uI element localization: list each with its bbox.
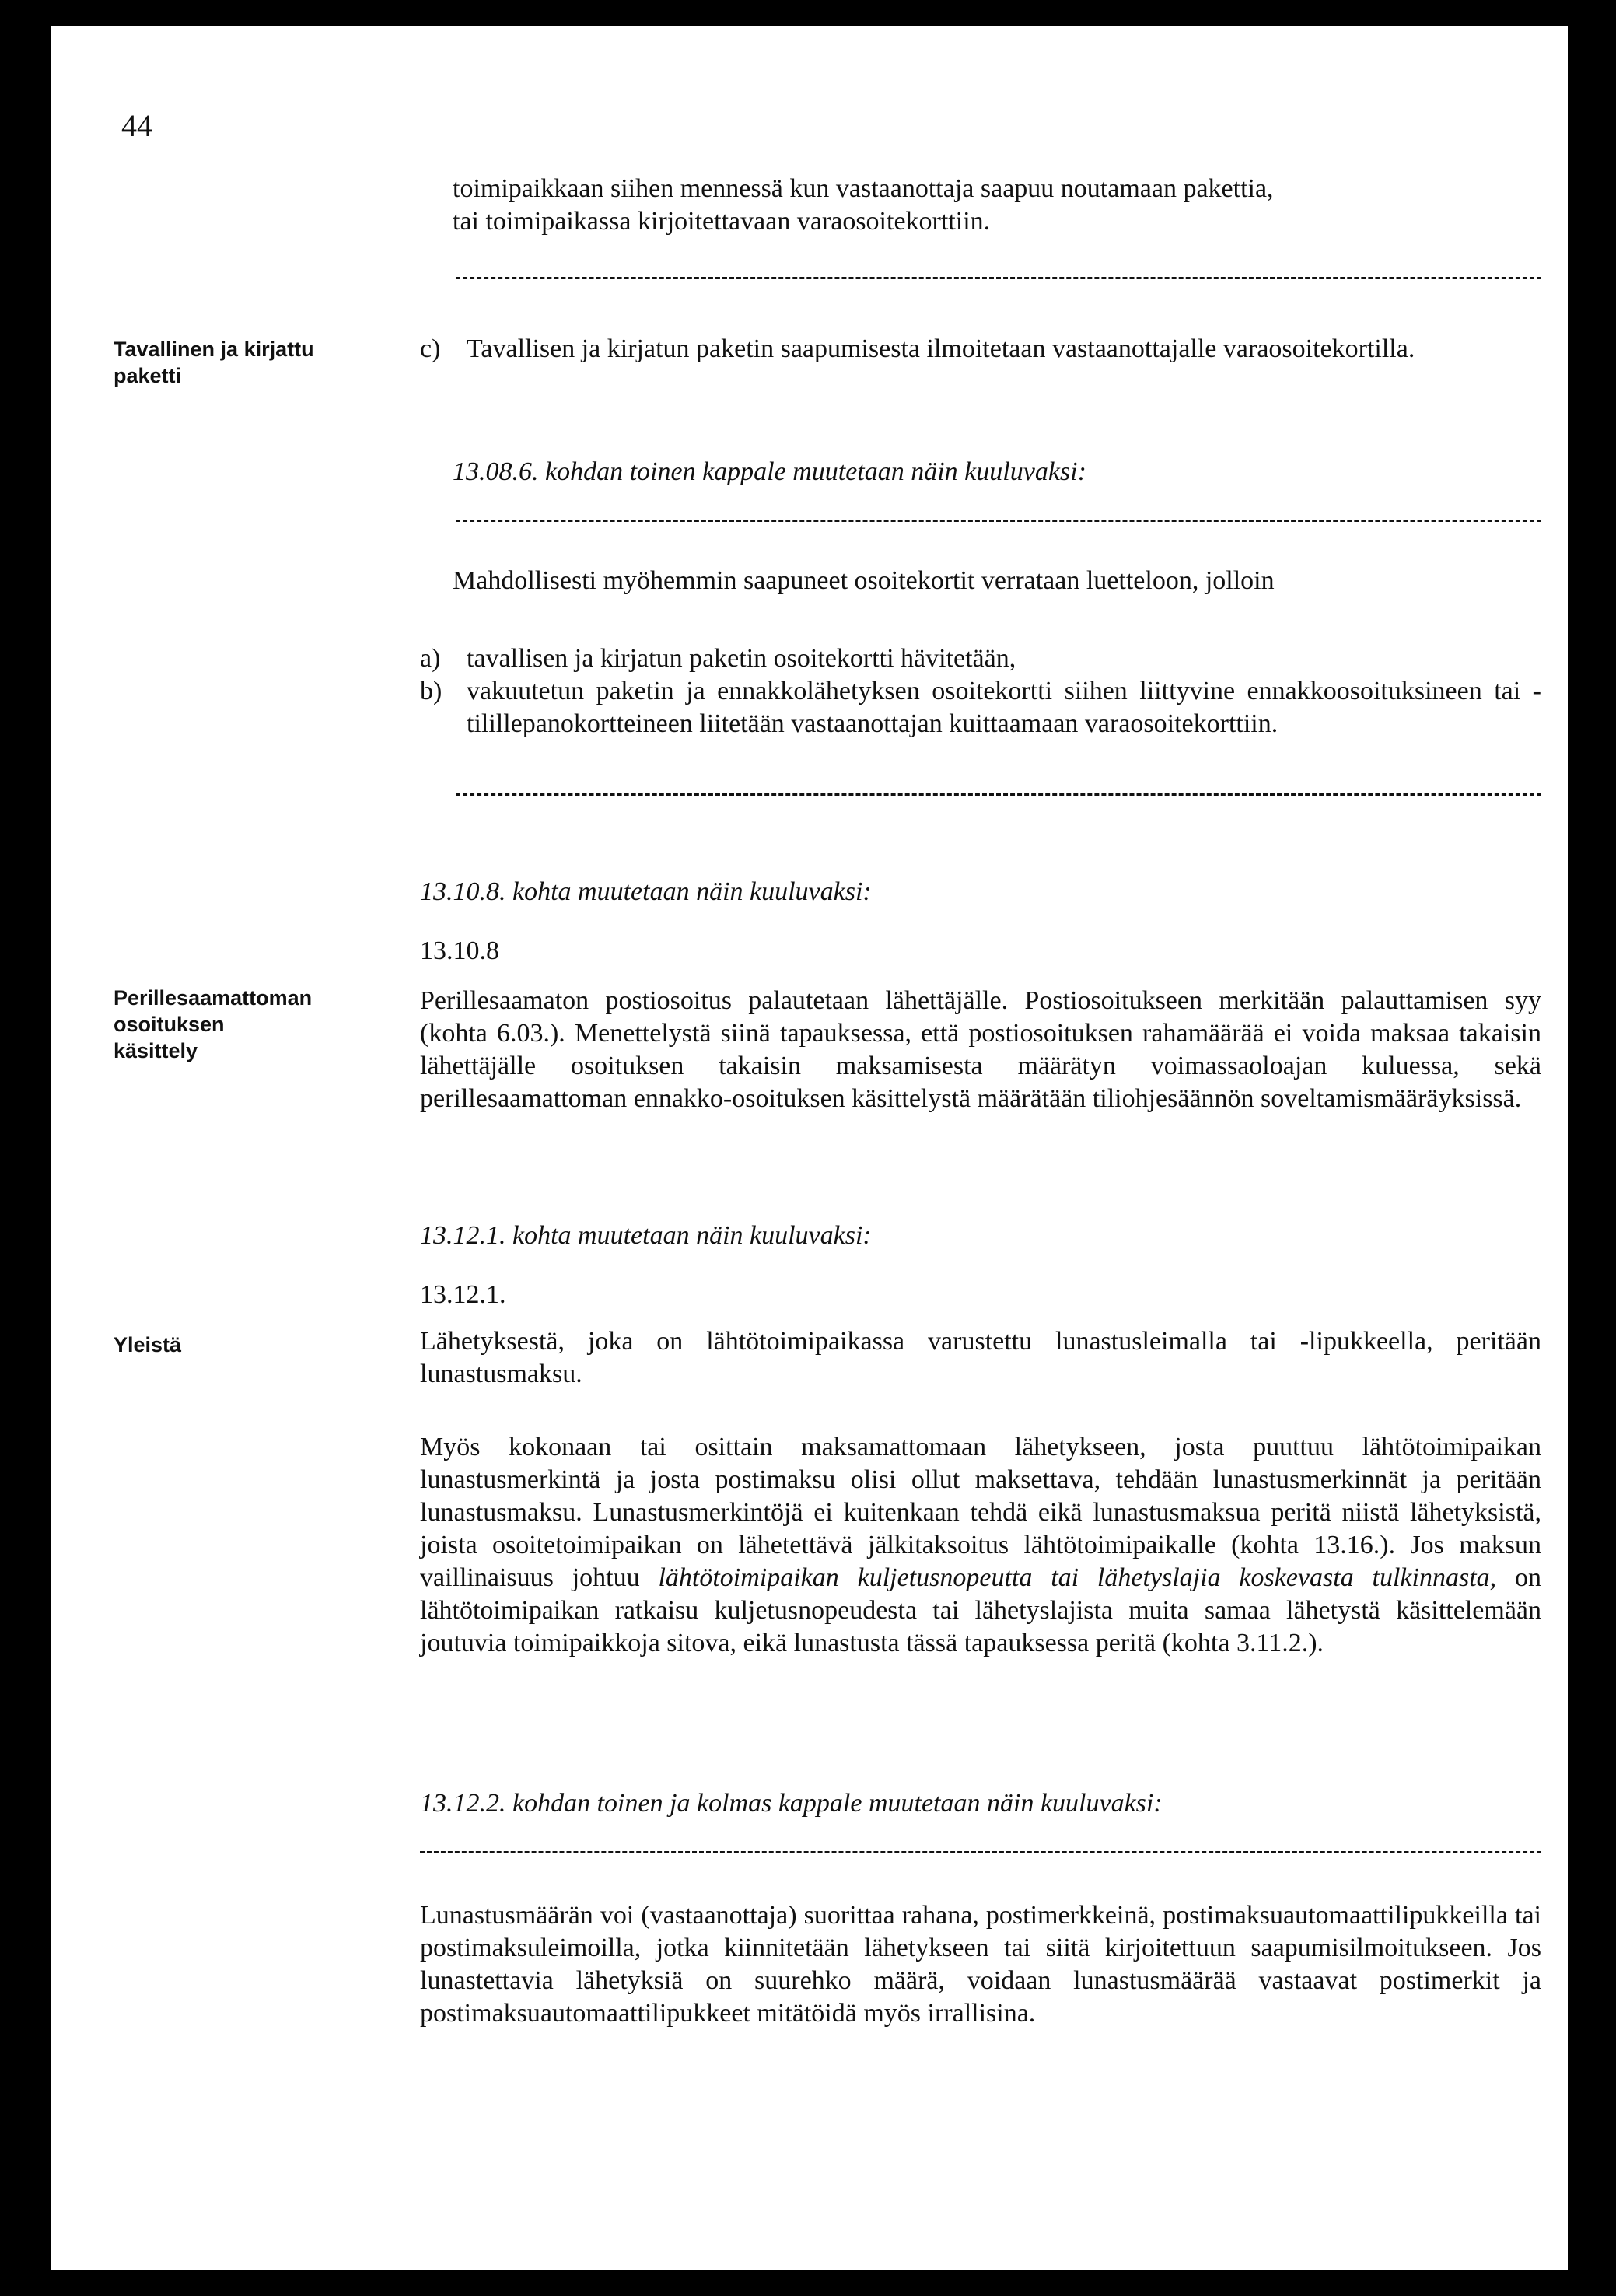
list-item-a [420, 642, 1541, 675]
section-heading-13-10-8: 13.10.8 [420, 936, 499, 965]
paragraph-myos-part-1: Myös kokonaan tai osittain maksamattomaan lähetykseen, josta puuttuu lähtötoimipaikan lunastusmerkintä ja josta postimaksu olisi ollut maksettava, tehdään lunastusmerkinnät ja peritään lunastusmaksu. Lunastusmerkintöjä ei kuitenkaan tehdä eikä lunastusmaksua peritä niistä lähetyksistä, joista osoitetoimipaikan on lähetettävä jälkitaksoitus lähtötoimipaikalle (kohta 13.16.). Jos maksun vaillinaisuus johtuu [420, 1433, 1541, 1592]
paragraph-myos [420, 1431, 1541, 1660]
continuation-line-2: tai toimipaikassa kirjoitettavaan varaosoitekorttiin. [453, 207, 991, 236]
separator-dashed-3 [456, 793, 1541, 796]
separator-dashed-4 [420, 1851, 1541, 1853]
separator-dashed-1 [456, 277, 1541, 279]
paragraph-myos-part-2: on lähtötoimipaikan ratkaisu kuljetusnopeudesta tai lähetyslajista muita samaa lähetystä käsittelemään joutuvia toimipaikkoja sitova, eikä lunastusta tässä tapauksessa peritä (kohta 3.11.2.). [420, 1563, 1541, 1657]
continuation-line-1: toimipaikkaan siihen mennessä kun vastaanottaja saapuu noutamaan pakettia, [453, 174, 1274, 203]
amendment-heading-1: 13.08.6. kohdan toinen kappale muutetaan näin kuuluvaksi: [453, 457, 1086, 486]
paragraph-perillesaamaton: Perillesaamaton postiosoitus palautetaan lähettäjälle. Postiosoitukseen merkitään palauttamisen syy (kohta 6.03.). Menettelystä siinä tapauksessa, että postiosoituksen rahamäärää ei voida maksaa takaisin lähettäjälle osoituksen takaisin maksamisesta määrätyn voimassaoloajan kuluessa, sekä perillesaamattoman ennakko-osoituksen käsittelystä määrätään tiliohjesäännön soveltamismääräyksissä. [420, 986, 1541, 1113]
paragraph-lunastusmaaran: Lunastusmäärän voi (vastaanottaja) suorittaa rahana, postimerkkeinä, postimaksuautomaattilipukkeilla tai postimaksuleimoilla, jotka kiinnitetään lähetykseen tai siitä kirjoitettuun saapumisilmoitukseen. Jos lunastettavia lähetyksiä on suurehko määrä, voidaan lunastusmäärää vastaavat postimerkit ja postimaksuautomaattilipukkeet mitätöidä myös irrallisina. [420, 1901, 1541, 2028]
list-item-a-label: a) [420, 644, 441, 673]
amendment-heading-3: 13.12.1. kohta muutetaan näin kuuluvaksi: [420, 1221, 872, 1250]
list-ab [420, 642, 1541, 740]
separator-dashed-2 [456, 520, 1541, 522]
paragraph-myos-italic: lähtötoimipaikan kuljetusnopeutta tai lähetyslajia koskevasta tulkinnasta, [658, 1563, 1497, 1592]
margin-note-yleista: Yleistä [114, 1333, 182, 1356]
section-body-myos [420, 1431, 1541, 1660]
section-body-13-12-2 [420, 1899, 1541, 2030]
paragraph-lahetyksesta: Lähetyksestä, joka on lähtötoimipaikassa varustettu lunastusleimalla tai -lipukkeella, peritään lunastusmaksu. [420, 1327, 1541, 1388]
continuation-text [420, 173, 1541, 238]
paragraph-mahdollisesti: Mahdollisesti myöhemmin saapuneet osoitekortit verrataan luetteloon, jolloin [453, 566, 1275, 595]
item-c-text: Tavallisen ja kirjatun paketin saapumisesta ilmoitetaan vastaanottajalle varaosoitekortilla. [467, 334, 1415, 363]
amendment-heading-2: 13.10.8. kohta muutetaan näin kuuluvaksi: [420, 877, 872, 906]
section-body-13-10-8 [420, 985, 1541, 1115]
list-item-b-text: vakuutetun paketin ja ennakkolähetyksen osoitekortti siihen liittyvine ennakkoosoituksineen tai -tilillepanokortteineen liitetään vastaanottajan kuittaamaan varaosoitekorttiin. [467, 677, 1541, 738]
item-c-label: c) [420, 334, 441, 363]
margin-note-tavallinen: Tavallinen ja kirjattu paketti [114, 338, 314, 387]
list-item-b [420, 675, 1541, 740]
margin-note-perillesaamattoman: Perillesaamattoman osoituksen käsittely [114, 986, 313, 1062]
document-page [51, 26, 1568, 2270]
section-heading-13-12-1: 13.12.1. [420, 1280, 506, 1309]
list-item-b-label: b) [420, 677, 442, 705]
section-body-13-12-1 [420, 1325, 1541, 1391]
list-item-a-text: tavallisen ja kirjatun paketin osoitekortti hävitetään, [467, 644, 1016, 673]
amendment-heading-4: 13.12.2. kohdan toinen ja kolmas kappale muutetaan näin kuuluvaksi: [420, 1789, 1163, 1818]
item-c [420, 333, 1541, 366]
section-c [420, 333, 1541, 366]
page-number: 44 [121, 108, 152, 143]
